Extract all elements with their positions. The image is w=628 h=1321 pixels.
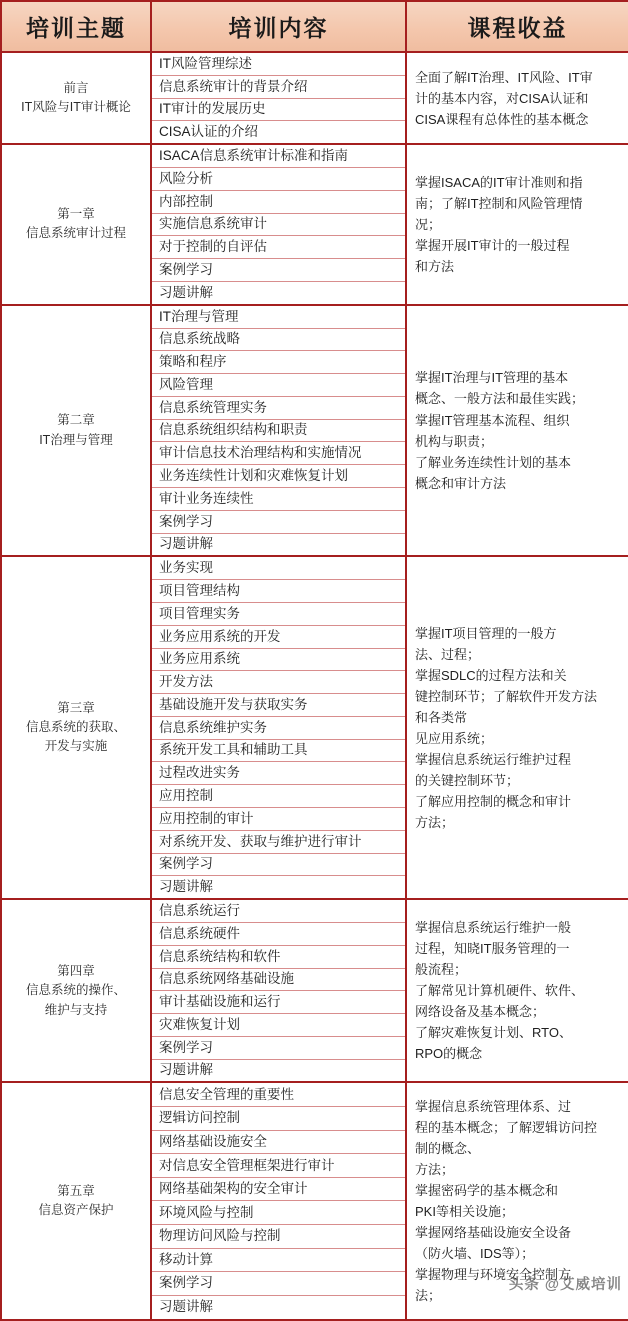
benefit-line: 了解灾难恢复计划、RTO、 bbox=[415, 1025, 572, 1041]
table-row bbox=[1, 1082, 628, 1106]
topic-line: 第三章 bbox=[57, 700, 95, 715]
cell-training-topic bbox=[1, 52, 151, 144]
cell-training-content: 网络基础设施安全 bbox=[151, 1130, 406, 1154]
cell-training-content: 案例学习 bbox=[151, 510, 406, 533]
cell-training-content: 风险管理 bbox=[151, 374, 406, 397]
benefit-line: 掌握开展IT审计的一般过程 bbox=[415, 237, 570, 253]
benefit-line: 网络设备及基本概念； bbox=[415, 1004, 546, 1020]
cell-training-content: 开发方法 bbox=[151, 671, 406, 694]
table-body bbox=[1, 52, 628, 1320]
topic-line: 前言 bbox=[63, 80, 89, 95]
cell-training-content: 审计基础设施和运行 bbox=[151, 991, 406, 1014]
cell-training-content: 习题讲解 bbox=[151, 876, 406, 899]
cell-course-benefit bbox=[406, 899, 628, 1082]
benefit-line: 见应用系统； bbox=[415, 730, 494, 746]
cell-training-content: 习题讲解 bbox=[151, 1295, 406, 1320]
benefit-line: 计的基本内容，对CISA认证和 bbox=[415, 90, 589, 106]
cell-training-content: 环境风险与控制 bbox=[151, 1201, 406, 1225]
benefit-line: 了解应用控制的概念和审计 bbox=[415, 793, 572, 809]
benefit-line: 机构与职责； bbox=[415, 433, 494, 449]
cell-training-content: 信息系统结构和软件 bbox=[151, 945, 406, 968]
cell-training-content: 策略和程序 bbox=[151, 351, 406, 374]
benefit-line: 方法； bbox=[415, 1162, 455, 1178]
cell-training-topic bbox=[1, 1082, 151, 1320]
column-header-content: 培训内容 bbox=[151, 1, 406, 52]
cell-training-content: 案例学习 bbox=[151, 259, 406, 282]
cell-training-content: 对系统开发、获取与维护进行审计 bbox=[151, 830, 406, 853]
cell-training-content: 案例学习 bbox=[151, 1272, 406, 1296]
benefit-line: CISA课程有总体性的基本概念 bbox=[415, 111, 589, 127]
cell-training-content: 项目管理结构 bbox=[151, 580, 406, 603]
benefit-line: 掌握网络基础设施安全设备 bbox=[415, 1225, 572, 1241]
cell-training-topic bbox=[1, 305, 151, 557]
cell-training-content: 内部控制 bbox=[151, 190, 406, 213]
topic-line: 第二章 bbox=[57, 413, 95, 428]
cell-training-content: IT治理与管理 bbox=[151, 305, 406, 328]
cell-training-content: 信息系统审计的背景介绍 bbox=[151, 75, 406, 98]
cell-training-content: 信息安全管理的重要性 bbox=[151, 1082, 406, 1106]
topic-line: 信息系统的操作、 bbox=[25, 983, 126, 998]
cell-training-topic bbox=[1, 899, 151, 1082]
table-row bbox=[1, 556, 628, 579]
cell-training-content: 信息系统管理实务 bbox=[151, 396, 406, 419]
header-row bbox=[1, 1, 628, 52]
benefit-line: PKI等相关设施； bbox=[415, 1204, 514, 1220]
table-row bbox=[1, 144, 628, 167]
topic-line: 信息资产保护 bbox=[38, 1203, 114, 1218]
benefit-line: 程的基本概念；了解逻辑访问控 bbox=[415, 1120, 598, 1136]
cell-training-content: ISACA信息系统审计标准和指南 bbox=[151, 144, 406, 167]
cell-training-content: IT审计的发展历史 bbox=[151, 98, 406, 121]
benefit-line: 掌握IT项目管理的一般方 bbox=[415, 625, 557, 641]
cell-training-content: 案例学习 bbox=[151, 853, 406, 876]
cell-training-content: 业务应用系统 bbox=[151, 648, 406, 671]
cell-training-content: 物理访问风险与控制 bbox=[151, 1225, 406, 1249]
topic-line: 开发与实施 bbox=[44, 739, 108, 754]
cell-training-content: 项目管理实务 bbox=[151, 602, 406, 625]
column-header-benefit: 课程收益 bbox=[406, 1, 628, 52]
topic-line: 第五章 bbox=[57, 1183, 95, 1198]
benefit-line: 制的概念、 bbox=[415, 1141, 481, 1157]
cell-training-content: 风险分析 bbox=[151, 168, 406, 191]
cell-training-content: 对于控制的自评估 bbox=[151, 236, 406, 259]
cell-training-content: 逻辑访问控制 bbox=[151, 1107, 406, 1131]
cell-training-content: 信息系统硬件 bbox=[151, 922, 406, 945]
benefit-line: 过程，知晓IT服务管理的一 bbox=[415, 941, 570, 957]
table-row bbox=[1, 305, 628, 328]
cell-training-content: 信息系统组织结构和职责 bbox=[151, 419, 406, 442]
benefit-line: 概念和审计方法 bbox=[415, 475, 507, 491]
benefit-line: 掌握IT管理基本流程、组织 bbox=[415, 412, 570, 428]
cell-training-content: IT风险管理综述 bbox=[151, 52, 406, 75]
cell-training-content: 习题讲解 bbox=[151, 281, 406, 304]
cell-training-content: 对信息安全管理框架进行审计 bbox=[151, 1154, 406, 1178]
benefit-line: 概念、一般方法和最佳实践； bbox=[415, 391, 585, 407]
cell-training-topic bbox=[1, 556, 151, 899]
benefit-line: 掌握物理与环境安全控制方 bbox=[415, 1267, 572, 1283]
cell-training-content: 案例学习 bbox=[151, 1036, 406, 1059]
cell-training-content: 信息系统维护实务 bbox=[151, 716, 406, 739]
cell-training-content: 习题讲解 bbox=[151, 533, 406, 556]
topic-line: 第一章 bbox=[57, 207, 95, 222]
benefit-line: 南；了解IT控制和风险管理情 bbox=[415, 195, 583, 211]
benefit-line: 和各类常 bbox=[415, 709, 468, 725]
benefit-line: 了解业务连续性计划的基本 bbox=[415, 454, 572, 470]
table-row bbox=[1, 52, 628, 75]
benefit-line: 掌握信息系统运行维护过程 bbox=[415, 751, 572, 767]
column-header-topic: 培训主题 bbox=[1, 1, 151, 52]
topic-line: 信息系统的获取、 bbox=[25, 720, 126, 735]
benefit-line: 般流程； bbox=[415, 962, 468, 978]
benefit-line: 掌握信息系统管理体系、过 bbox=[415, 1099, 572, 1114]
benefit-line: 全面了解IT治理、IT风险、IT审 bbox=[415, 69, 593, 85]
table-header bbox=[1, 1, 628, 52]
benefit-line: 键控制环节；了解软件开发方法 bbox=[415, 688, 598, 704]
cell-training-content: 过程改进实务 bbox=[151, 762, 406, 785]
cell-training-content: 信息系统战略 bbox=[151, 328, 406, 351]
cell-training-content: 信息系统运行 bbox=[151, 899, 406, 922]
benefit-line: 掌握SDLC的过程方法和关 bbox=[415, 667, 567, 683]
cell-training-content: 网络基础架构的安全审计 bbox=[151, 1177, 406, 1201]
benefit-line: 掌握ISACA的IT审计准则和指 bbox=[415, 174, 583, 190]
benefit-line: 和方法 bbox=[415, 259, 455, 275]
watermark-logo: 头条 @艾威培训 bbox=[508, 1276, 622, 1293]
benefit-line: RPO的概念 bbox=[415, 1046, 483, 1062]
benefit-line: （防火墙、IDS等）； bbox=[415, 1246, 535, 1262]
cell-training-topic bbox=[1, 144, 151, 305]
cell-course-benefit bbox=[406, 144, 628, 305]
cell-training-content: 业务实现 bbox=[151, 556, 406, 579]
benefit-line: 法； bbox=[415, 1288, 442, 1304]
topic-line: 维护与支持 bbox=[44, 1002, 108, 1017]
cell-training-content: 习题讲解 bbox=[151, 1059, 406, 1082]
benefit-line: 况； bbox=[415, 216, 442, 232]
benefit-line: 掌握密码学的基本概念和 bbox=[415, 1183, 559, 1199]
cell-course-benefit bbox=[406, 52, 628, 144]
benefit-line: 了解常见计算机硬件、软件、 bbox=[415, 983, 585, 999]
cell-training-content: 审计业务连续性 bbox=[151, 488, 406, 511]
cell-training-content: 实施信息系统审计 bbox=[151, 213, 406, 236]
cell-training-content: 灾难恢复计划 bbox=[151, 1014, 406, 1037]
cell-course-benefit bbox=[406, 305, 628, 557]
cell-course-benefit bbox=[406, 556, 628, 899]
cell-training-content: 业务应用系统的开发 bbox=[151, 625, 406, 648]
cell-training-content: 业务连续性计划和灾难恢复计划 bbox=[151, 465, 406, 488]
cell-training-content: 信息系统网络基础设施 bbox=[151, 968, 406, 991]
benefit-line: 掌握信息系统运行维护一般 bbox=[415, 920, 572, 936]
cell-training-content: CISA认证的介绍 bbox=[151, 121, 406, 144]
benefit-line: 掌握IT治理与IT管理的基本 bbox=[415, 370, 569, 386]
table-row bbox=[1, 899, 628, 922]
cell-training-content: 基础设施开发与获取实务 bbox=[151, 694, 406, 717]
cell-training-content: 审计信息技术治理结构和实施情况 bbox=[151, 442, 406, 465]
topic-line: 信息系统审计过程 bbox=[25, 226, 126, 241]
cell-training-content: 移动计算 bbox=[151, 1248, 406, 1272]
benefit-line: 方法； bbox=[415, 814, 455, 830]
cell-training-content: 应用控制的审计 bbox=[151, 808, 406, 831]
topic-line: 第四章 bbox=[57, 963, 95, 978]
topic-line: IT治理与管理 bbox=[39, 432, 113, 447]
cell-course-benefit bbox=[406, 1082, 628, 1320]
cell-training-content: 系统开发工具和辅助工具 bbox=[151, 739, 406, 762]
benefit-line: 法、过程； bbox=[415, 646, 481, 662]
topic-line: IT风险与IT审计概论 bbox=[21, 100, 131, 115]
benefit-line: 的关键控制环节； bbox=[415, 772, 520, 788]
cell-training-content: 应用控制 bbox=[151, 785, 406, 808]
